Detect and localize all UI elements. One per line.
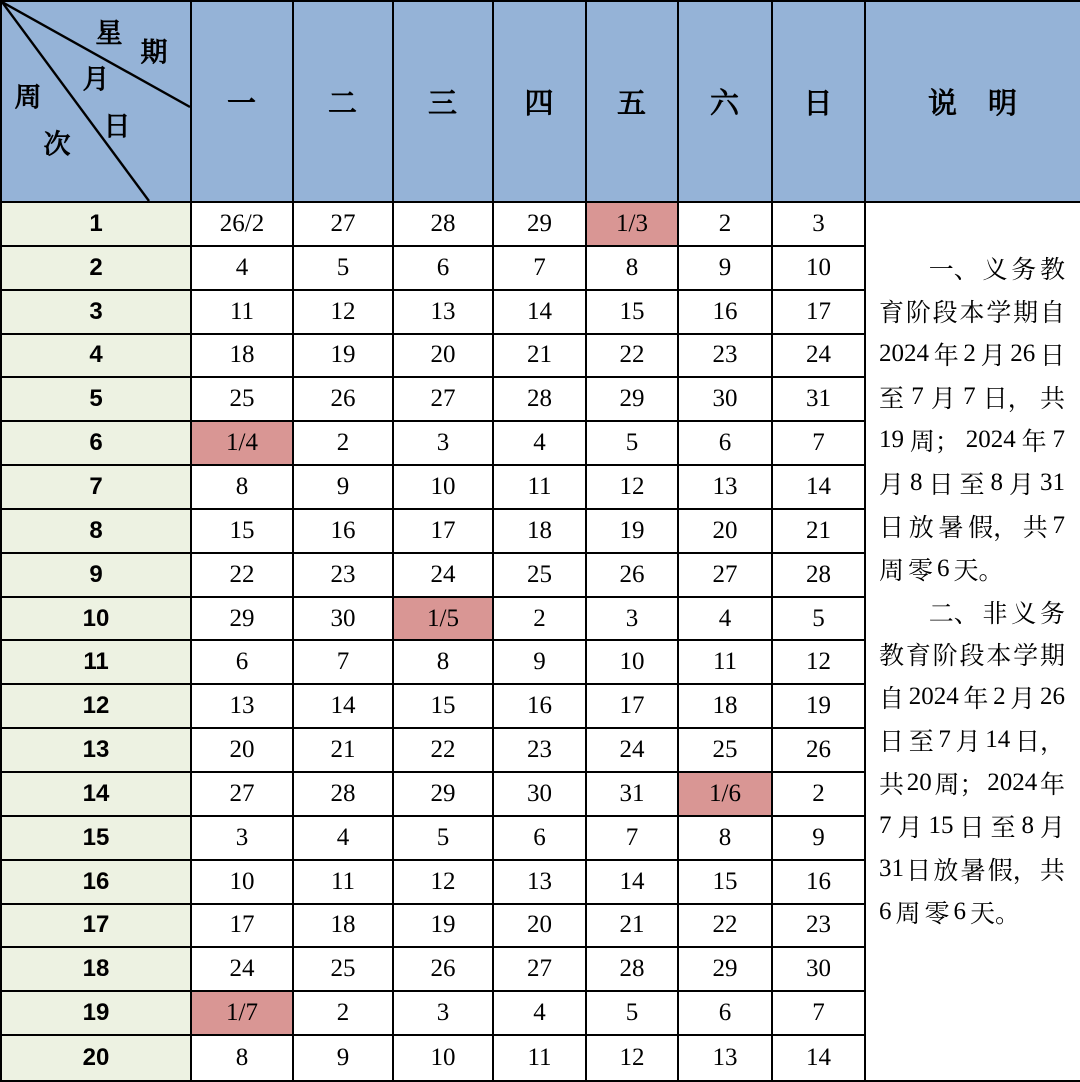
day-cell: 4: [679, 598, 773, 642]
notes-token: 2: [963, 340, 976, 368]
notes-token: 6: [953, 897, 967, 925]
day-cell: 24: [587, 729, 679, 773]
notes-token: 零: [924, 900, 950, 928]
weekday-header-4: [494, 2, 587, 203]
day-cell: 26: [773, 729, 866, 773]
corner-label-char: 日: [103, 111, 131, 142]
day-cell: 15: [394, 685, 494, 729]
notes-token: 年: [1021, 429, 1047, 456]
notes-token: 非: [982, 600, 1008, 628]
day-cell: 9: [494, 641, 587, 685]
day-cell: 6: [679, 992, 773, 1036]
day-cell: 10: [773, 247, 866, 291]
day-cell: 24: [394, 554, 494, 598]
week-number-cell: 3: [2, 291, 192, 335]
week-number-cell: 6: [2, 422, 192, 466]
week-number-cell: 11: [2, 641, 192, 685]
day-cell: 27: [679, 554, 773, 598]
notes-token: 期: [1013, 300, 1039, 328]
notes-token: 2024: [879, 340, 929, 368]
week-number-cell: 12: [2, 685, 192, 729]
day-cell: 12: [394, 861, 494, 905]
notes-token: 阶: [905, 300, 931, 328]
day-cell: 23: [494, 729, 587, 773]
day-cell: 4: [494, 422, 587, 466]
notes-token: 8: [910, 468, 923, 496]
notes-token: 2: [993, 683, 1006, 711]
notes-token: 月: [879, 471, 905, 499]
day-cell: 22: [587, 335, 679, 379]
day-cell: 12: [773, 641, 866, 685]
day-cell: 19: [773, 685, 866, 729]
notes-line: [879, 633, 1065, 676]
corner-label-char: 周: [14, 82, 42, 113]
week-number-cell: 19: [2, 992, 192, 1036]
day-cell: 3: [394, 422, 494, 466]
weekday-header-label: 二: [327, 88, 358, 120]
notes-line: [879, 890, 1065, 933]
day-cell: 20: [679, 510, 773, 554]
day-cell: 2: [773, 773, 866, 817]
weekday-header-label: 六: [709, 88, 740, 120]
day-cell: 7: [587, 817, 679, 861]
notes-token: 段: [959, 643, 985, 671]
notes-token: 2024: [987, 769, 1038, 797]
notes-token: 阶: [932, 643, 958, 671]
day-cell: 23: [294, 554, 394, 598]
notes-token: 14: [985, 726, 1011, 754]
week-number-cell: 18: [2, 948, 192, 992]
day-cell: 21: [773, 510, 866, 554]
weekday-header-label: 五: [616, 88, 647, 120]
week-number-cell: 7: [2, 466, 192, 510]
weekday-header-2: [294, 2, 394, 203]
notes-line: [879, 590, 1065, 633]
corner-label-char: 月: [82, 64, 110, 95]
day-cell: 30: [773, 948, 866, 992]
day-cell: 19: [587, 510, 679, 554]
notes-token: 7: [1052, 511, 1065, 539]
weekday-header-3: [394, 2, 494, 203]
notes-token: 共: [1039, 386, 1065, 414]
day-cell: 2: [294, 992, 394, 1036]
day-cell: 29: [394, 773, 494, 817]
notes-token: 年: [963, 686, 989, 714]
notes-line: [879, 333, 1065, 376]
week-number-cell: 17: [2, 905, 192, 949]
weekday-header-1: [192, 2, 294, 203]
day-cell: 25: [192, 378, 294, 422]
notes-token: 2024: [965, 426, 1016, 453]
notes-token: 7: [1052, 426, 1065, 453]
day-cell: 14: [773, 466, 866, 510]
day-cell: 23: [773, 905, 866, 949]
notes-line: [879, 290, 1065, 333]
day-cell: 28: [587, 948, 679, 992]
notes-token: 8: [990, 468, 1003, 496]
day-cell: 24: [773, 335, 866, 379]
day-cell: 26/2: [192, 203, 294, 247]
notes-token: 至: [959, 471, 985, 499]
day-cell: 16: [494, 685, 587, 729]
day-cell: 27: [192, 773, 294, 817]
notes-line: [879, 805, 1065, 848]
week-number-cell: 15: [2, 817, 192, 861]
day-cell: 16: [679, 291, 773, 335]
notes-token: 20: [906, 769, 932, 797]
notes-line: [879, 719, 1065, 762]
day-cell: 17: [394, 510, 494, 554]
day-cell: 8: [394, 641, 494, 685]
day-cell: 9: [294, 466, 394, 510]
week-number-cell: 4: [2, 335, 192, 379]
week-number-cell: 13: [2, 729, 192, 773]
day-cell: 20: [494, 905, 587, 949]
day-cell: 20: [394, 335, 494, 379]
day-cell: 27: [394, 378, 494, 422]
day-cell: 19: [394, 905, 494, 949]
notes-token: 教: [1039, 257, 1065, 285]
notes-token: 年: [933, 343, 959, 371]
week-number-cell: 14: [2, 773, 192, 817]
day-cell: 8: [192, 1036, 294, 1080]
day-cell: 19: [294, 335, 394, 379]
notes-token: 月: [1010, 686, 1036, 714]
day-cell: 7: [494, 247, 587, 291]
day-cell: 2: [294, 422, 394, 466]
day-cell: 28: [494, 378, 587, 422]
day-cell: 13: [679, 466, 773, 510]
notes-token: 暑: [960, 857, 986, 885]
notes-line: [879, 762, 1065, 805]
day-cell: 30: [494, 773, 587, 817]
weekday-header-7: [773, 2, 866, 203]
notes-token: 假，: [987, 857, 1038, 885]
notes-token: 7: [879, 812, 892, 840]
day-cell: 4: [294, 817, 394, 861]
day-cell: 11: [192, 291, 294, 335]
day-cell: 9: [773, 817, 866, 861]
day-cell-month-start: 1/3: [587, 203, 679, 247]
notes-token: 本: [986, 643, 1012, 671]
notes-token: 日: [959, 815, 985, 843]
day-cell: 9: [294, 1036, 394, 1080]
day-cell: 18: [192, 335, 294, 379]
notes-token: 本: [959, 300, 985, 328]
notes-token: 暑: [938, 514, 964, 542]
day-cell: 5: [587, 992, 679, 1036]
day-cell: 4: [494, 992, 587, 1036]
day-cell: 26: [394, 948, 494, 992]
notes-token: 26: [1039, 683, 1065, 711]
week-number-cell: 9: [2, 554, 192, 598]
week-number-cell: 8: [2, 510, 192, 554]
day-cell: 26: [587, 554, 679, 598]
day-cell: 5: [394, 817, 494, 861]
day-cell-month-start: 1/5: [394, 598, 494, 642]
day-cell: 14: [494, 291, 587, 335]
notes-token: 日，: [982, 386, 1033, 414]
notes-token: 周；: [909, 429, 960, 456]
notes-line: [879, 504, 1065, 547]
day-cell: 2: [494, 598, 587, 642]
notes-token: 务: [1039, 600, 1065, 628]
notes-token: 日: [928, 471, 954, 499]
day-cell: 6: [394, 247, 494, 291]
notes-token: 至: [879, 386, 905, 414]
notes-line: [879, 847, 1065, 890]
day-cell: 3: [394, 992, 494, 1036]
notes-token: 假，: [968, 514, 1019, 542]
day-cell: 8: [192, 466, 294, 510]
notes-token: 共: [1022, 514, 1048, 542]
notes-token: 6: [879, 897, 892, 925]
day-cell: 9: [679, 247, 773, 291]
day-cell: 27: [294, 203, 394, 247]
day-cell: 11: [494, 466, 587, 510]
week-number-cell: 16: [2, 861, 192, 905]
notes-token: 日，: [1014, 729, 1065, 757]
day-cell: 6: [192, 641, 294, 685]
day-cell: 25: [494, 554, 587, 598]
day-cell: 11: [494, 1036, 587, 1080]
day-cell: 29: [587, 378, 679, 422]
day-cell: 5: [294, 247, 394, 291]
day-cell-month-start: 1/6: [679, 773, 773, 817]
notes-token: 至: [990, 815, 1016, 843]
corner-label-char: 星: [95, 18, 123, 49]
notes-line: [879, 461, 1065, 504]
notes-token: 日: [906, 857, 932, 885]
notes-token: 周；: [934, 772, 985, 800]
notes-token: 31: [1039, 468, 1065, 496]
notes-token: 一、: [928, 257, 979, 285]
notes-token: 周: [895, 900, 921, 928]
day-cell: 29: [494, 203, 587, 247]
notes-token: 月: [897, 815, 923, 843]
notes-token: 月: [955, 729, 981, 757]
day-cell: 26: [294, 378, 394, 422]
day-cell: 13: [394, 291, 494, 335]
day-cell: 10: [394, 466, 494, 510]
notes-line: [879, 419, 1065, 462]
week-number-cell: 2: [2, 247, 192, 291]
notes-token: 教: [879, 643, 905, 671]
day-cell: 25: [679, 729, 773, 773]
day-cell: 8: [679, 817, 773, 861]
day-cell: 3: [192, 817, 294, 861]
day-cell: 10: [394, 1036, 494, 1080]
notes-token: 育: [879, 300, 905, 328]
day-cell: 10: [587, 641, 679, 685]
notes-token: 共: [1039, 857, 1065, 885]
notes-token: 日: [1039, 343, 1065, 371]
notes-token: 26: [1010, 340, 1036, 368]
notes-token: 15: [928, 812, 954, 840]
notes-token: 放: [908, 514, 934, 542]
notes-token: 天。: [970, 900, 1021, 928]
notes-token: 日: [879, 729, 905, 757]
day-cell: 13: [192, 685, 294, 729]
notes-token: 月: [980, 343, 1006, 371]
day-cell: 3: [773, 203, 866, 247]
notes-token: 至: [908, 729, 934, 757]
day-cell: 22: [394, 729, 494, 773]
day-cell: 13: [494, 861, 587, 905]
day-cell: 30: [679, 378, 773, 422]
day-cell: 31: [773, 378, 866, 422]
day-cell: 22: [679, 905, 773, 949]
day-cell: 29: [679, 948, 773, 992]
day-cell: 8: [587, 247, 679, 291]
day-cell: 12: [294, 291, 394, 335]
day-cell: 11: [294, 861, 394, 905]
day-cell: 22: [192, 554, 294, 598]
notes-token: 31: [879, 854, 904, 882]
notes-token: 义: [982, 257, 1008, 285]
day-cell: 7: [773, 992, 866, 1036]
day-cell: 15: [587, 291, 679, 335]
day-cell: 18: [294, 905, 394, 949]
day-cell-month-start: 1/4: [192, 422, 294, 466]
notes-token: 月: [930, 386, 956, 414]
day-cell: 31: [587, 773, 679, 817]
day-cell: 20: [192, 729, 294, 773]
notes-token: 8: [1021, 812, 1034, 840]
weekday-header-label: 四: [524, 88, 555, 120]
notes-header-cell: [866, 2, 1080, 203]
notes-token: 期: [1039, 643, 1065, 671]
day-cell: 21: [587, 905, 679, 949]
day-cell: 21: [494, 335, 587, 379]
day-cell: 16: [773, 861, 866, 905]
day-cell: 5: [587, 422, 679, 466]
notes-header-label: 说 明: [927, 88, 1018, 120]
day-cell: 18: [679, 685, 773, 729]
notes-token: 放: [933, 857, 959, 885]
notes-token: 日: [879, 514, 905, 542]
weekday-header-label: 一: [226, 88, 257, 120]
weekday-header-label: 日: [803, 88, 834, 120]
day-cell: 4: [192, 247, 294, 291]
day-cell: 30: [294, 598, 394, 642]
notes-token: 自: [879, 686, 905, 714]
day-cell: 21: [294, 729, 394, 773]
day-cell: 28: [773, 554, 866, 598]
day-cell: 25: [294, 948, 394, 992]
day-cell: 2: [679, 203, 773, 247]
day-cell: 15: [192, 510, 294, 554]
day-cell: 17: [773, 291, 866, 335]
day-cell: 17: [192, 905, 294, 949]
day-cell: 15: [679, 861, 773, 905]
notes-token: 义: [1011, 600, 1037, 628]
day-cell: 12: [587, 1036, 679, 1080]
week-number-cell: 20: [2, 1036, 192, 1080]
notes-token: 月: [1039, 815, 1065, 843]
day-cell: 28: [394, 203, 494, 247]
day-cell: 18: [494, 510, 587, 554]
day-cell: 11: [679, 641, 773, 685]
notes-token: 零: [908, 557, 934, 585]
day-cell-month-start: 1/7: [192, 992, 294, 1036]
day-cell: 5: [773, 598, 866, 642]
day-cell: 7: [294, 641, 394, 685]
notes-token: 19: [879, 426, 904, 453]
day-cell: 24: [192, 948, 294, 992]
notes-line: [879, 247, 1065, 290]
notes-token: 年: [1039, 772, 1065, 800]
notes-token: 务: [1011, 257, 1037, 285]
day-cell: 12: [587, 466, 679, 510]
notes-token: 二、: [928, 600, 979, 628]
day-cell: 13: [679, 1036, 773, 1080]
notes-token: 2024: [908, 683, 959, 711]
notes-token: 月: [1008, 471, 1034, 499]
notes-token: 学: [986, 300, 1012, 328]
day-cell: 27: [494, 948, 587, 992]
notes-token: 6: [937, 554, 950, 582]
week-number-cell: 10: [2, 598, 192, 642]
week-number-cell: 1: [2, 203, 192, 247]
day-cell: 29: [192, 598, 294, 642]
day-cell: 14: [587, 861, 679, 905]
corner-label-char: 次: [43, 129, 71, 160]
weekday-header-6: [679, 2, 773, 203]
notes-token: 共: [879, 772, 905, 800]
weekday-header-label: 三: [427, 88, 458, 120]
notes-cell: [866, 203, 1080, 1080]
day-cell: 7: [773, 422, 866, 466]
notes-token: 天。: [953, 557, 1004, 585]
day-cell: 10: [192, 861, 294, 905]
day-cell: 14: [773, 1036, 866, 1080]
day-cell: 3: [587, 598, 679, 642]
notes-line: [879, 376, 1065, 419]
notes-token: 7: [911, 383, 924, 411]
day-cell: 23: [679, 335, 773, 379]
corner-header-cell: [2, 2, 192, 203]
day-cell: 14: [294, 685, 394, 729]
day-cell: 16: [294, 510, 394, 554]
weekday-header-5: [587, 2, 679, 203]
notes-token: 7: [963, 383, 976, 411]
corner-label-char: 期: [140, 37, 168, 68]
day-cell: 17: [587, 685, 679, 729]
notes-line: [879, 676, 1065, 719]
notes-token: 周: [879, 557, 905, 585]
notes-line: [879, 547, 1065, 590]
notes-token: 学: [1013, 643, 1039, 671]
notes-token: 段: [932, 300, 958, 328]
day-cell: 28: [294, 773, 394, 817]
day-cell: 6: [679, 422, 773, 466]
week-number-cell: 5: [2, 378, 192, 422]
notes-token: 自: [1039, 300, 1065, 328]
notes-token: 育: [905, 643, 931, 671]
notes-token: 7: [938, 726, 951, 754]
day-cell: 6: [494, 817, 587, 861]
